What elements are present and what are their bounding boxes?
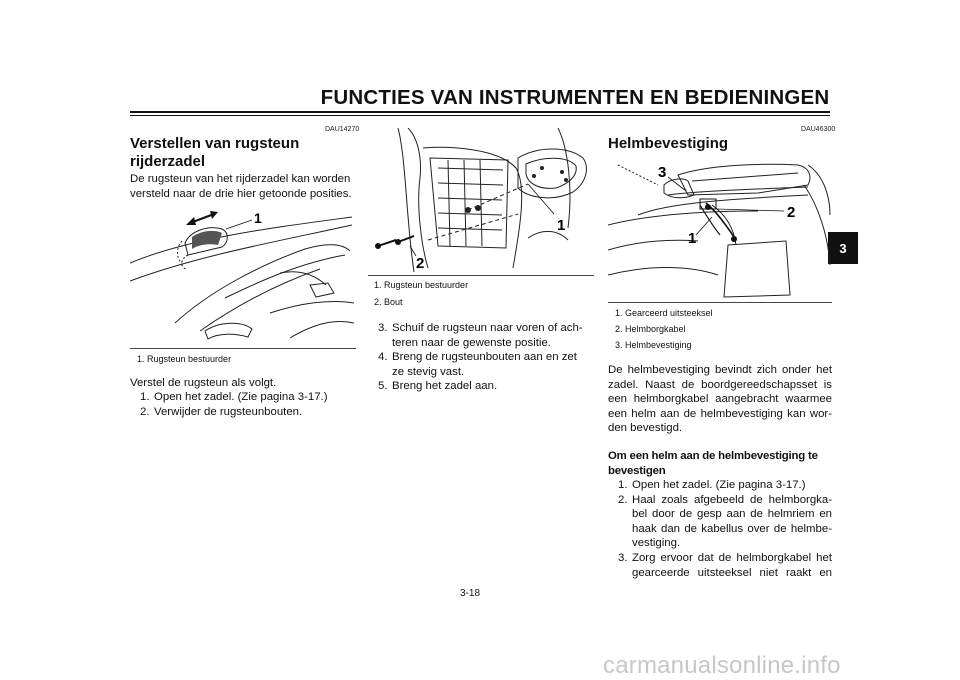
right-heading: Helmbevestiging: [608, 135, 729, 152]
page-number: 3-18: [460, 588, 481, 599]
right-caption-1: 1. Gearceerd uitsteeksel: [615, 308, 713, 318]
middle-caption-rule: [368, 275, 594, 276]
left-caption: 1. Rugsteun bestuurder: [137, 354, 232, 364]
list-item: 3. Schuif de rugsteun naar voren of ach- teren naar de gewenste positie.: [378, 322, 583, 349]
watermark: carmanualsonline.info: [603, 652, 841, 679]
right-figure-callout-3: 3: [658, 164, 667, 181]
backrest-bolts-figure: [368, 128, 594, 273]
left-reference-code: DAU14270: [325, 126, 360, 133]
header-rule: [130, 111, 830, 113]
list-item: 3. Zorg ervoor dat de helmborgkabel het gearceerde uitsteeksel niet raakt en: [618, 551, 832, 579]
middle-figure-callout-1: 1: [557, 217, 566, 234]
header-rule-thin: [130, 115, 830, 116]
right-reference-code: DAU46300: [801, 126, 836, 133]
page-header-title: FUNCTIES VAN INSTRUMENTEN EN BEDIENINGEN: [320, 86, 830, 109]
right-figure-callout-1: 1: [688, 230, 697, 247]
right-paragraph: De helmbevestiging bevindt zich onder het zadel. Naast de boordgereedschapsset is een helmborgkabel aangebracht waarmee een helm aan de helmbevestiging kan wor- den bevestigd.: [608, 364, 832, 435]
list-item: 2. Haal zoals afgebeeld de helmborgka- bel door de gesp aan de helmriem en haak dan de kabellus over de helmbe- vestiging.: [618, 493, 832, 550]
middle-steps-list: [368, 321, 594, 394]
list-item: 5. Breng het zadel aan.: [378, 380, 498, 393]
list-item: 1. Open het zadel. (Zie pagina 3-17.): [618, 479, 806, 491]
left-lead-text: Verstel de rugsteun als volgt.: [130, 377, 277, 389]
left-steps-list: [130, 390, 356, 419]
backrest-position-figure: [130, 203, 356, 346]
list-item: 2. Verwijder de rugsteunbouten.: [140, 405, 303, 418]
right-caption-2: 2. Helmborgkabel: [615, 324, 686, 334]
list-item: 4. Breng de rugsteunbouten aan en zet ze stevig vast.: [378, 351, 577, 378]
left-figure-callout-1: 1: [254, 210, 262, 226]
chapter-tab[interactable]: 3: [828, 232, 858, 264]
right-caption-rule: [608, 302, 832, 303]
left-caption-rule: [130, 348, 356, 349]
right-caption-3: 3. Helmbevestiging: [615, 340, 692, 350]
middle-figure-callout-2: 2: [416, 255, 425, 272]
list-item: 1. Open het zadel. (Zie pagina 3-17.): [140, 391, 328, 403]
right-figure-callout-2: 2: [787, 204, 796, 221]
right-subheading: Om een helm aan de helmbevestiging te bevestigen: [608, 450, 818, 477]
left-heading-line2: rijderzadel: [130, 153, 206, 170]
middle-caption-1: 1. Rugsteun bestuurder: [374, 280, 469, 290]
left-heading-line1: Verstellen van rugsteun: [130, 135, 300, 152]
right-steps-list: [608, 478, 832, 580]
middle-caption-2: 2. Bout: [374, 297, 403, 307]
left-intro-paragraph: De rugsteun van het rijderzadel kan worden versteld naar de drie hier getoonde posities.: [130, 173, 352, 200]
helmet-holder-figure: [608, 155, 832, 300]
